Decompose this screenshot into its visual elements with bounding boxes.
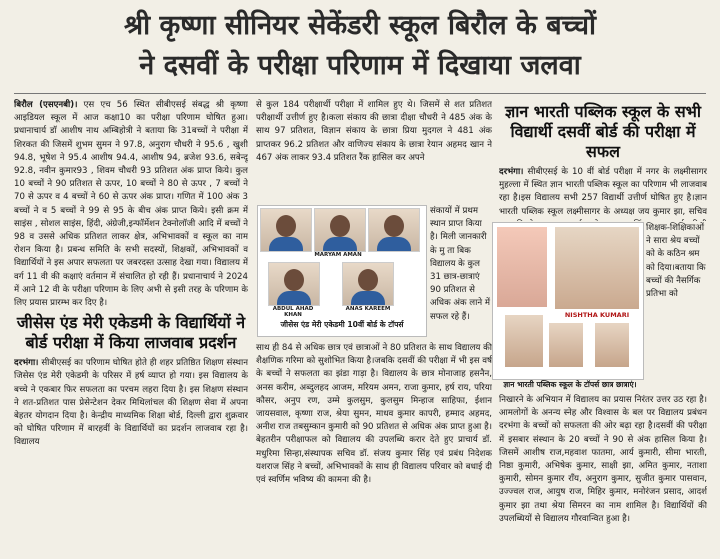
article-column-1	[14, 99, 248, 557]
article-3-dateline: दरभंगा।	[499, 167, 524, 177]
article-1-body	[14, 99, 248, 310]
headline-line-1: श्री कृष्णा सीनियर सेकेंडरी स्कूल बिरौल के बच्चों	[123, 10, 596, 41]
headline	[0, 0, 720, 92]
article-3-text: सीबीएसई के 10 वीं बोर्ड परीक्षा में नगर के लक्ष्मीसागर मुहल्ला में स्थित ज्ञान भारती पब्लिक स्कूल का परिणाम भी लाजवाब रहा है।इस विद्यालय सभी 257 विद्यार्थी उत्तीर्ण घोषित हुए है।ज्ञान भारती पब्लिक स्कूल लक्ष्मीसागर के अध्यक्ष जय कुमार झा, सचिव	[499, 167, 707, 217]
student-photo	[260, 208, 312, 252]
student-photo	[505, 315, 543, 367]
article-2-side-text: संकायों में प्रथम स्थान प्राप्त किया है। मिली जानकारी के मु ता बिक विद्यालय के कुल 31 छात्र-छात्राएं 90 प्रतिशत से अधिक अंक लाने में सफल रहे हैं।	[430, 206, 490, 322]
photo-label: MARYAM AMAN	[314, 252, 362, 258]
article-column-2-top	[256, 99, 492, 203]
student-photo	[497, 227, 547, 307]
article-2-bottom-text: साथ ही 84 से अधिक छात्र एवं छात्राओं ने 80 प्रतिशत के साथ विद्यालय की शैक्षणिक गरिमा को सुशोभित किया है।जबकि दसवीं की परीक्षा में भी इस वर्ष के बच्चों ने सफलता का झंडा गाड़ा है। विद्यालय के छात्र मोनाजाह हसनैन, अनस करीम, अब्दुलहद आजम, मरियम अमन, राजा कुमार, हर्ष राय, परिया कौसर, अनुप रण, उम्मे कुलसुम, कुलसुम मिन्हाज साहिफा, ईशान जायसवाल, कृष्णा राज, श्रेया सुमन, माधव कुमार कापरी, हम्माद अहमद, अनीश राज तबसुम्कान कुमारी को 90 प्रतिशत से अधिक अंक प्राप्त हुआ है। बेहतरीन परीक्षाफल को विद्यालय की उपलब्धि करार देते हुए प्राचार्य डॉ. मधुरिमा सिन्हा,संस्थापक सचिव डॉ. संजय कुमार सिंह एवं प्रबंध निदेशक यशराज सिंह ने बच्चों, अभिभावकों के साथ ही विद्यालय परिवार को बधाई दी एवं स्वर्णिम भविष्य की कामना की है।	[256, 343, 492, 486]
article-2-subhead: जीसेस एंड मेरी एकेडमी के विद्यार्थियों ने बोर्ड परीक्षा में किया लाजवाब प्रदर्शन	[16, 313, 246, 353]
photo-caption-2: ज्ञान भारती पब्लिक स्कूल के टॉपर्स छात्र छात्राएं।	[503, 380, 637, 389]
article-1-text: एस एच 56 स्थित सीबीएसई संबद्ध श्री कृष्णा आइडियल स्कूल में आज कक्षा10 का परीक्षा परिणाम घोषित हुआ। प्रधानाचार्य डॉ आशीष नाथ अम्बिहोत्री ने बताया कि 31बच्चों ने परीक्षा में शिरकत की जिसमें शुभम सुमन ने 97.8, अनुराग चौधरी ने 95.6 , खुशी 94.8, भूषेश ने 95.4 आशीष 94.4, आशीष 94, ब्रजेश 93.6, सबेन्दू 92.8, नवीन कुमार93 , शिवम चौधरी 93 प्रतिशत अंक प्राप्त किये। कुल 10 बच्चों ने 90 प्रतिशत से ऊपर, 10 बच्चों ने 80 से ऊपर , 7 बच्चों ने 70 से ऊपर व 4 बच्चों ने 60 से ऊपर अंक प्राप्त। गणित में 100 अंक 3 बच्चों ने व 5 बच्चों ने 99 से 95 के बीच अंक प्राप्त किये। इसी क्रम में साइंस , सोशल साइंस, हिंदी, अंग्रेजी,इन्फॉर्मेशन टेक्नोलॉजी आदि में बच्चों ने 98 व उससे अधिक प्रतिशत लाकर क्षेत्र, अभिभावकों व स्कूल का नाम रोशन किया है। प्रबन्ध समिति के सभी सदस्यों, शिक्षकों, अभिभावकों व विद्यार्थियों ने इस अपार सफलता पर जबरदस्त उत्साह देखा गया। विद्यालय में वर्ग 11 वी की कक्षाएं वर्तमान में संचालित हो रही हैं। प्रधानाचार्य ने 2024 में आने 12 वी के परीक्षा परिणाम के लिए अभी से इसी तरह के परिणाम के लिए प्रयास प्रारम्भ कर दिए है।	[14, 100, 248, 309]
article-column-2-side	[430, 205, 492, 340]
article-column-2-bottom	[256, 342, 492, 557]
headline-rule	[14, 93, 706, 94]
article-column-3-top	[499, 99, 707, 221]
photo-name: NISHTHA KUMARI	[555, 309, 639, 321]
student-photo	[595, 323, 629, 367]
photo-label: ANAS KAREEM	[345, 306, 391, 312]
topper-photos-2	[492, 222, 644, 380]
article-3-bottom-text: निखारने के अभियान में विद्यालय का प्रयास निरंतर उत्तर उठ रहा है। आमलोगों के अनन्य स्नेह और विश्वास के बल पर विद्यालय प्रबंधन दरभंगा के बच्चों को सफलता की ओर बढ़ा रहा है।दसवीं की परीक्षा में इसबार संस्थान के 20 बच्चों ने 90 से अंक हासिल किया है। जिसमें आशीष राज,महवाश फातमा, आर्य कुमारी, सीमा भारती, निष्ठा कुमारी, अभिषेक कुमार, साक्षी झा, अमित कुमार, नताशा कुमारी, सोमन कुमार राँय, अनुराग कुमार, सुजीत कुमार पासवान, उज्ज्वल राज, आयुष राज, मिहिर कुमार, मनोरंजन प्रसाद, आदर्श कुमार झा तथा श्रेया सिमरन का नाम शामिल है। विद्यार्थियों की उपलब्धियों से विद्यालय गौरवान्वित हुआ है।	[499, 395, 707, 524]
article-2-body	[14, 357, 248, 449]
article-column-3-bottom	[499, 394, 707, 557]
topper-photos	[257, 205, 427, 337]
headline-line-2: ने दसवीं के परीक्षा परिणाम में दिखाया जलवा	[139, 50, 581, 81]
student-photo	[314, 208, 366, 252]
student-photo	[342, 262, 394, 306]
article-3-side-text: शिक्षक-शिक्षिकाओं ने सारा श्रेय बच्चों को के कठिन श्रम को दिया।बताया कि बच्चों की नैसर्गिक प्रतिभा को	[646, 223, 706, 300]
photo-caption: जीसेस एंड मेरी एकेडमी 10वीं बोर्ड के टॉपर्स	[280, 320, 404, 329]
article-column-3-side	[646, 222, 708, 380]
article-3-body	[499, 166, 707, 221]
article-2-text: सीबीएसई का परिणाम घोषित होते ही शहर प्रतिष्ठित शिक्षण संस्थान जिसेस एंड मेरी एकेडमी के परिसर में हर्ष व्याप्त हो गया। इस विद्यालय के बच्चे ने एकबार फिर सफलता का परचम लहरा दिया है। इस शिक्षण संस्थान ने शत-प्रतिशत पास प्रेसेन्टेशन देकर मिथिलांचल की शिक्षण सेवा में अपना बेहतर योगदान दिया है। केन्द्रीय माध्यमिक शिक्षा बोर्ड, दिल्ली द्वारा शुक्रवार को घोषित परिणाम में बारहवीं के विद्यार्थियों का प्रदर्शन लाजवाब रहा है।विद्यालय	[14, 358, 248, 448]
student-photo	[368, 208, 420, 252]
photo-label: ABDUL AHAD KHAN	[272, 306, 314, 318]
article-3-subhead: ज्ञान भारती पब्लिक स्कूल के सभी विद्यार्थी दसवीं बोर्ड की परीक्षा में सफल	[504, 102, 702, 161]
article-1-dateline: बिरौल (एसएनबी)।	[14, 100, 78, 110]
article-2-continued: से कुल 184 परीक्षार्थी परीक्षा में शामिल हुए थे। जिसमें से शत प्रतिशत परीक्षार्थी उत्तीर्ण हुए है।कला संकाय की छात्रा दीक्षा चौधरी ने 485 अंक के साथ 97 प्रतिशत, विज्ञान संकाय के छात्रा प्रिया मुदगल ने 481 अंक प्राप्तकर 96.2 प्रतिशत और वाणिज्य संकाय के छात्रा रेयान अहमद खान ने 467 अंक लाकर 93.4 प्रतिशत रैंक हासिल कर अपने	[256, 100, 492, 163]
student-photo	[268, 262, 320, 306]
student-photo	[555, 227, 639, 309]
article-2-dateline: दरभंगा।	[14, 358, 39, 369]
student-photo	[549, 323, 583, 367]
